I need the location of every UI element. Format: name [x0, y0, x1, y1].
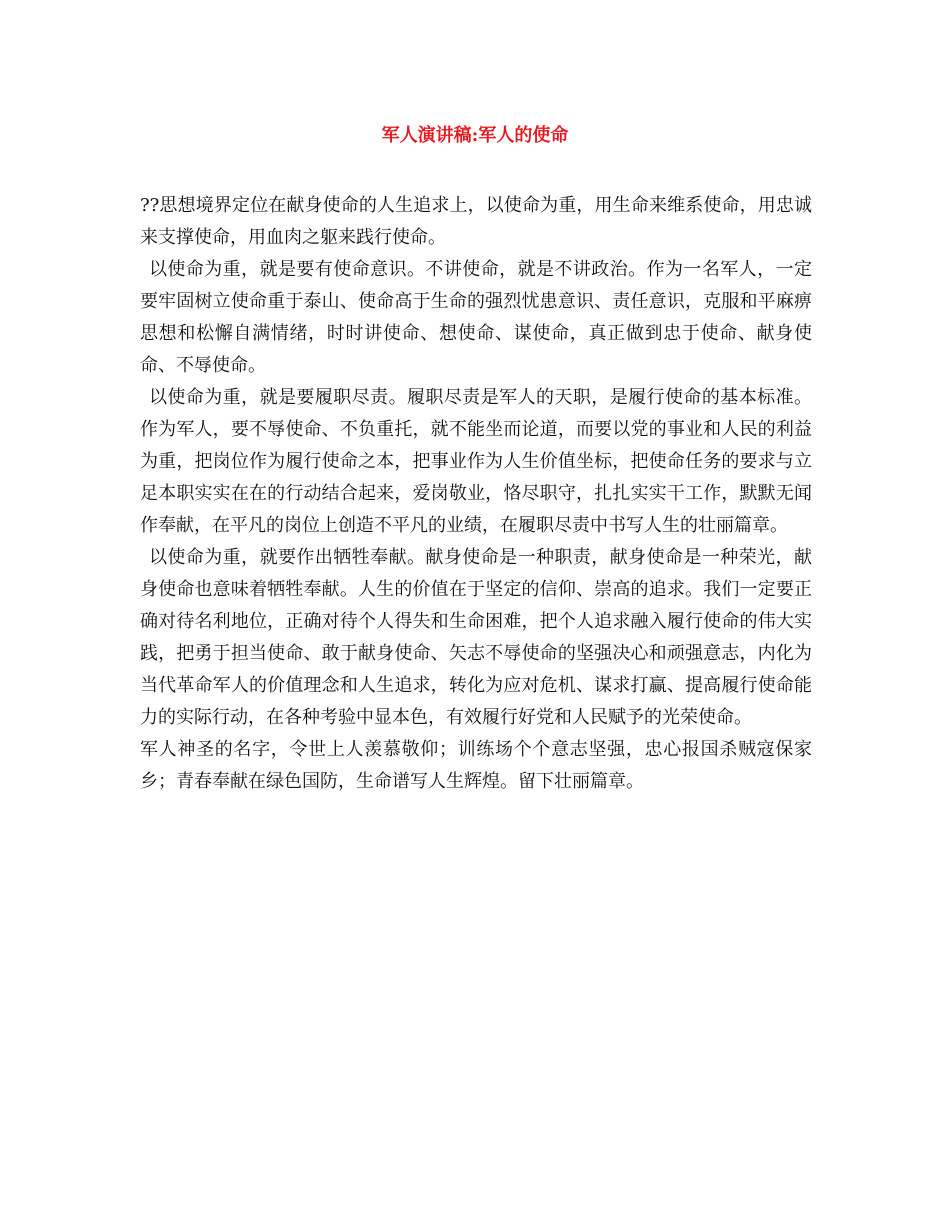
paragraph-5: 军人神圣的名字，令世上人羡慕敬仰；训练场个个意志坚强，忠心报国杀贼寇保家乡；青春奉献在绿色国防，生命谱写人生辉煌。留下壮丽篇章。 — [140, 739, 812, 792]
paragraph-4: 以使命为重，就要作出牺牲奉献。献身使命是一种职责，献身使命是一种荣光，献身使命也意味着牺牲奉献。人生的价值在于坚定的信仰、崇高的追求。我们一定要正确对待名利地位，正确对待个人得失和生命困难，把个人追求融入履行使命的伟大实践，把勇于担当使命、敢于献身使命、矢志不辱使命的坚强决心和顽强意志，内化为当代革命军人的价值理念和人生追求，转化为应对危机、谋求打赢、提高履行使命能力的实际行动，在各种考验中显本色，有效履行好党和人民赋予的光荣使命。 — [140, 547, 812, 728]
paragraph-2: 以使命为重，就是要有使命意识。不讲使命，就是不讲政治。作为一名军人，一定要牢固树立使命重于泰山、使命高于生命的强烈忧患意识、责任意识，克服和平麻痹思想和松懈自满情绪，时时讲使命、想使命、谋使命，真正做到忠于使命、献身使命、不辱使命。 — [140, 259, 812, 376]
paragraph-3: 以使命为重，就是要履职尽责。履职尽责是军人的天职，是履行使命的基本标准。作为军人，要不辱使命、不负重托，就不能坐而论道，而要以党的事业和人民的利益为重，把岗位作为履行使命之本，把事业作为人生价值坐标，把使命任务的要求与立足本职实实在在的行动结合起来，爱岗敬业，恪尽职守，扎扎实实干工作，默默无闻作奉献，在平凡的岗位上创造不平凡的业绩，在履职尽责中书写人生的壮丽篇章。 — [140, 387, 812, 536]
document-body — [140, 190, 812, 798]
paragraph-1: ??思想境界定位在献身使命的人生追求上，以使命为重，用生命来维系使命，用忠诚来支撑使命，用血肉之躯来践行使命。 — [140, 195, 812, 248]
document-title: 军人演讲稿:军人的使命 — [381, 125, 569, 146]
